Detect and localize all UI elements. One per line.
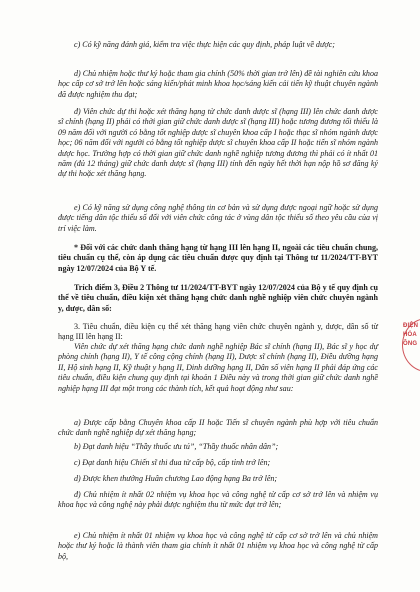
paragraph-e-projects: e) Chủ nhiệm ít nhất 01 nhiệm vụ khoa học và công nghệ từ cấp cơ sở trở lên và chủ nhiệm hoặc thư ký hoặc là thành viên tham gia chính ít nhất 01 nhiệm vụ khoa học và công nghệ từ cấp bộ, (58, 531, 378, 561)
paragraph-eligible-titles: Viên chức dự xét thăng hạng chức danh nghề nghiệp Bác sĩ chính (hạng II), Bác sĩ y học dự phòng chính (hạng II), Y tế công cộng chính (hạng II), Dược sĩ chính (hạng II), Điều dưỡng hạng II, Hộ sinh hạng II, Kỹ thuật y hạng II, Dinh dưỡng hạng II, Dân số viên hạng II phải đáp ứng các tiêu chuẩn, điều kiện chung quy định tại khoản 1 Điều này và trong thời gian giữ chức danh nghề nghiệp hạng III đạt một trong các thành tích, kết quả hoạt động như sau: (58, 342, 378, 393)
paragraph-d-research: d) Chủ nhiệm hoặc thư ký hoặc tham gia chính (50% thời gian trở lên) đề tài nghiên cứu khoa học cấp cơ sở trở lên hoặc sáng kiến/phát minh khoa học/sáng kiến cải tiến kỹ thuật chuyên ngành đã được nghiệm thu đạt; (58, 69, 378, 99)
paragraph-a-degree: a) Được cấp bằng Chuyên khoa cấp II hoặc Tiến sĩ chuyên ngành phù hợp với tiêu chuẩn chức danh nghề nghiệp dự xét thăng hạng; (58, 418, 378, 438)
red-seal-stamp (398, 318, 420, 372)
paragraph-section-3: 3. Tiêu chuẩn, điều kiện cụ thể xét thăng hạng viên chức chuyên ngành y, dược, dân số từ hạng III lên hạng II: (58, 322, 378, 342)
paragraph-c-inspection-skill: c) Có kỹ năng đánh giá, kiểm tra việc thực hiện các quy định, pháp luật về dược; (74, 40, 335, 49)
paragraph-e-it-skill: e) Có kỹ năng sử dụng công nghệ thông tin cơ bản và sử dụng được ngoại ngữ hoặc sử dụng được tiếng dân tộc thiểu số đối với viên chức công tác ở vùng dân tộc thiểu số theo yêu cầu của vị trí việc làm. (58, 203, 378, 233)
paragraph-d-medal: d) Được khen thưởng Huân chương Lao động hạng Ba trở lên; (74, 474, 278, 483)
paragraph-c-emulation: c) Đạt danh hiệu Chiến sĩ thi đua từ cấp bộ, cấp tỉnh trở lên; (74, 458, 271, 467)
paragraph-b-title: b) Đạt danh hiệu “Thầy thuốc ưu tú”, “Thầy thuốc nhân dân”; (74, 442, 279, 451)
paragraph-dd-tenure: đ) Viên chức dự thi hoặc xét thăng hạng từ chức danh dược sĩ (hạng III) lên chức danh dược sĩ chính (hạng II) phải có thời gian giữ chức danh dược sĩ (hạng III) hoặc tương đương tối thiểu là 09 năm đối với người có bằng tốt nghiệp dược sĩ chuyên khoa cấp I hoặc thạc sĩ nhóm ngành dược học; 06 năm đối với người có bằng tốt nghiệp dược sĩ chuyên khoa cấp II hoặc tiến sĩ nhóm ngành dược học. Trường hợp có thời gian giữ chức danh nghề nghiệp tương đương thì phải có ít nhất 01 năm (đủ 12 tháng) giữ chức danh dược sĩ (hạng III) tính đến ngày hết thời hạn nộp hồ sơ đăng ký dự thi hoặc xét thăng hạng. (58, 107, 378, 179)
paragraph-dd-projects: đ) Chủ nhiệm ít nhất 02 nhiệm vụ khoa học và công nghệ từ cấp cơ sở trở lên và nhiệm vụ khoa học và công nghệ này phải được nghiệm thu từ mức đạt trở lên; (58, 490, 378, 510)
paragraph-circular-excerpt: Trích điểm 3, Điều 2 Thông tư 11/2024/TT-BYT ngày 12/07/2024 của Bộ y tế quy định cụ thể về tiêu chuẩn, điều kiện xét thăng hạng chức danh nghề nghiệp viên chức chuyên ngành y, dược, dân số: (58, 283, 378, 313)
paragraph-note-promotion: * Đối với các chức danh thăng hạng từ hạng III lên hạng II, ngoài các tiêu chuẩn chung, tiêu chuẩn cụ thể, còn áp dụng các tiêu chuẩn được quy định tại Thông tư 11/2024/TT-BYT ngày 12/07/2024 của Bộ Y tế. (58, 243, 378, 273)
seal-text: ĐIỆN HÓA ÔNG (403, 323, 419, 347)
